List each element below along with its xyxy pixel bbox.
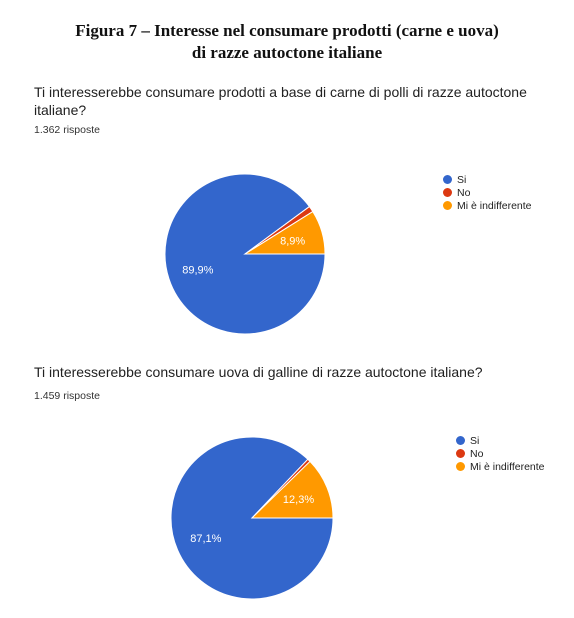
chart1-legend	[443, 173, 532, 212]
legend-item	[443, 186, 532, 199]
chart1-response-count: 1.362 risposte	[34, 124, 100, 136]
figure-title-line1: Figura 7 – Interesse nel consumare prodotti (carne e uova)	[75, 21, 499, 40]
legend-item	[456, 434, 545, 447]
legend-swatch	[443, 175, 452, 184]
legend-swatch	[443, 188, 452, 197]
legend-item	[443, 199, 532, 212]
legend-label: Mi è indifferente	[457, 199, 532, 212]
legend-label: Mi è indifferente	[470, 460, 545, 473]
pie-label-2: 8,9%	[280, 235, 306, 248]
chart1-question	[34, 83, 527, 119]
chart2-question	[34, 363, 483, 381]
chart2-question-line1: Ti interesserebbe consumare uova di galline di razze autoctone italiane?	[34, 364, 483, 380]
legend-item	[456, 460, 545, 473]
chart2-legend	[456, 434, 545, 473]
legend-swatch	[456, 449, 465, 458]
figure-title-line2: di razze autoctone italiane	[191, 43, 383, 62]
legend-swatch	[443, 201, 452, 210]
legend-label: No	[470, 447, 484, 460]
pie-label-0: 87,1%	[190, 532, 222, 545]
chart1-question-line2: italiane?	[34, 102, 87, 118]
legend-swatch	[456, 436, 465, 445]
legend-label: No	[457, 186, 471, 199]
figure-title	[0, 20, 574, 64]
chart2-response-count: 1.459 risposte	[34, 390, 100, 402]
legend-label: Si	[457, 173, 467, 186]
pie-label-0: 89,9%	[182, 264, 214, 277]
pie-label-2: 12,3%	[282, 494, 315, 507]
legend-item	[456, 447, 545, 460]
legend-item	[443, 173, 532, 186]
chart1-question-line1: Ti interesserebbe consumare prodotti a base di carne di polli di razze autoctone	[34, 84, 527, 100]
legend-swatch	[456, 462, 465, 471]
legend-label: Si	[470, 434, 480, 447]
